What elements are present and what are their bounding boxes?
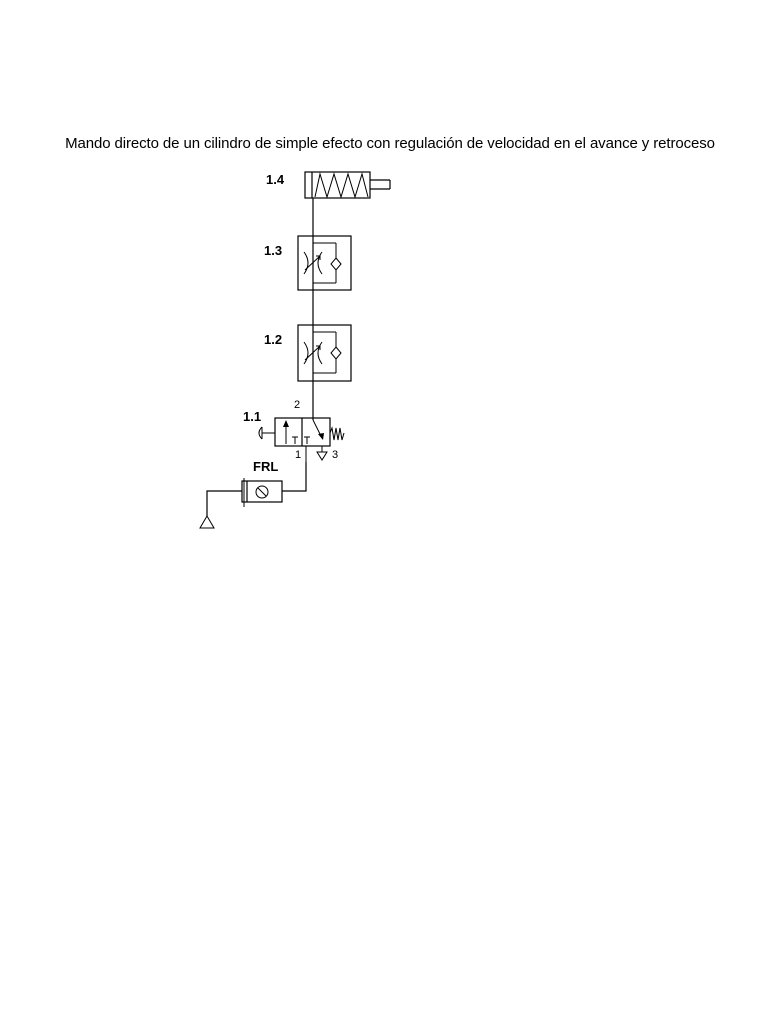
frl-unit-icon <box>242 478 282 507</box>
diagram-title: Mando directo de un cilindro de simple efecto con regulación de velocidad en el avance y retroceso <box>65 135 715 152</box>
supply-line <box>282 462 306 491</box>
source-line <box>207 491 242 516</box>
single-acting-cylinder-icon <box>305 172 390 198</box>
flow-control-valve-icon <box>298 236 351 290</box>
port-3-label: 3 <box>332 449 339 461</box>
frl-label: FRL <box>253 459 279 474</box>
flow-valve-a-label: 1.3 <box>264 243 283 258</box>
flow-valve-b-label: 1.2 <box>264 332 283 347</box>
pressure-source-icon <box>200 516 214 528</box>
directional-valve-label: 1.1 <box>243 409 262 424</box>
port-2-label: 2 <box>294 399 301 411</box>
flow-control-valve-icon <box>298 325 351 381</box>
port-1-label: 1 <box>295 449 302 461</box>
cylinder-label: 1.4 <box>266 172 285 187</box>
